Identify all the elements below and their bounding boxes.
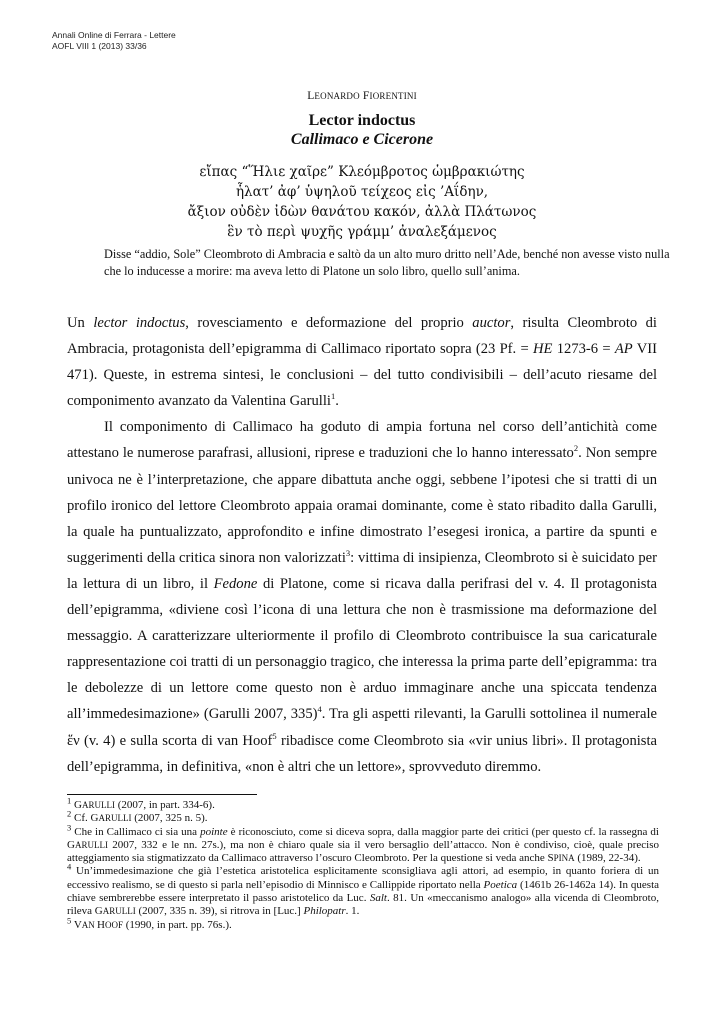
epigram-line: ἓν τὸ περὶ ψυχῆς γράμμ’ ἀναλεξάμενος [227,224,497,240]
footnotes [67,795,660,932]
journal-issue: AOFL VIII 1 (2013) 33/36 [52,41,147,51]
footnote-separator [67,794,257,795]
footnote-ref[interactable]: 2 [573,443,579,454]
footnote-2: $^2$ Cf. GARULLI (2007, 325 n. 5). [67,808,208,825]
epigram-line: ἄξιον οὐδὲν ἰδὼν θανάτου κακόν, ἀλλὰ Πλάτωνος [187,204,537,220]
paper-subtitle: Callimaco e Cicerone [290,131,434,148]
body-text [67,310,657,780]
paper-title: Lector indoctus [308,112,416,129]
journal-name: Annali Online di Ferrara - Lettere [52,30,176,40]
footnote-ref[interactable]: 3 [345,547,351,558]
footnote-5: $^5$ VAN HOOF (1990, in part. pp. 76s.). [67,915,232,931]
epigram-translation: Disse “addio, Sole” Cleombroto di Ambracia e saltò da un alto muro dritto nell’Ade, benché non avesse visto nulla che lo inducesse a morire: ma aveva letto di Platone un solo libro, quello sull’anima. [104,247,670,278]
footnote-ref[interactable]: 5 [272,730,277,741]
epigram-line: ἧλατ’ ἀφ’ ὑψηλοῦ τείχεος εἰς ’Αΐδην, [235,184,489,200]
epigram-line: εἴπας “Ἥλιε χαῖρε” Κλεόμβροτος ὡμβρακιώτης [199,164,525,180]
footnote-4: $^4$ Un’immedesimazione che già l’estetica aristotelica esplicitamente sconsigliava agli attori, ad esempio, in quanto foriera di un eccessivo realismo, se di questo si parla nell’episodio di Minnisco e Callippide riportato nella Poetica (1461b 26-1462a 14). In questa chiave sembrerebbe essere interpretato il passo aristotelico da Luc. Salt. 81. Un «meccanismo analogo» alla vicenda di Cleombroto, rileva GARULLI (2007, 335 n. 39), si ritrova in [Luc.] Philopatr. 1. [67,861,660,918]
journal-header [52,30,176,52]
paragraph: Il componimento di Callimaco ha goduto di ampia fortuna nel corso dell’antichità come attestano le numerose parafrasi, allusioni, riprese e traduzioni che lo hanno interessato$^2$. Non sempre univoca ne è l’interpretazione, che appare dibattuta anche oggi, sebbene l’ipotesi che si tratti di un profilo ironico del lettore Cleombroto appaia oramai dominante, come è stato ribadito dalla Garulli, la quale ha puntualizzato, approfondito e infine dimostrato l’esegesi ironica, a partire da spunti e suggerimenti della critica sinora non valorizzati$^3$: vittima di insipienza, Cleombroto si è suicidato per la lettura di un libro, il Fedone di Platone, come si ricava dalla perifrasi del v. 4. Il protagonista dell’epigramma, «diviene così l’icona di una lettura che non è trasmissione ma deformazione del messaggio. A caratterizzare ulteriormente il profilo di Cleombroto contribuisce la sua caricaturale rappresentazione coi tratti di un personaggio tragico, che interessa la prima parte dell’epigramma: tra le debolezze di un lettore come questo non è arduo immaginare anche una spiccata tendenza all’immedesimazione» (Garulli 2007, 335)$^4$. Tra gli aspetti rilevanti, la Garulli sottolinea il numerale ἕν (v. 4) e sulla scorta di van Hoof$^5$ ribadisce come Cleombroto sia «vir unius libri». Il protagonista dell’epigramma, in definitiva, «non è altri che un lettore», sprovveduto diremmo. [67,419,658,775]
footnote-3: $^3$ Che in Callimaco ci sia una pointe è riconosciuto, come si diceva sopra, dalla maggior parte dei critici (per questo cf. la rassegna di GARULLI 2007, 332 e le nn. 27s.), ma non è chiaro quale sia il vero bersaglio dell’attacco. Non è condiviso, cioè, quale preciso atteggiamento sia stigmatizzato da Callimaco attraverso l’oscuro Cleombroto. Per la questione si veda anche SPINA (1989, 22-34). [67,821,659,865]
paragraph: Un lector indoctus, rovesciamento e deformazione del proprio auctor, risulta Cleombroto di Ambracia, protagonista dell’epigramma di Callimaco riportato sopra (23 Pf. = HE 1273-6 = AP VII 471). Queste, in estrema sintesi, le conclusioni – del tutto condivisibili – dell’acuto riesame del componimento avanzato da Valentina Garulli$^1$. [67,315,657,410]
footnote-1: $^1$ GARULLI (2007, in part. 334-6). [67,795,215,811]
footnote-ref[interactable]: 1 [330,391,336,402]
author-name: LEONARDO FIORENTINI [307,90,417,102]
greek-epigram [0,162,724,242]
footnote-ref[interactable]: 4 [317,704,322,715]
